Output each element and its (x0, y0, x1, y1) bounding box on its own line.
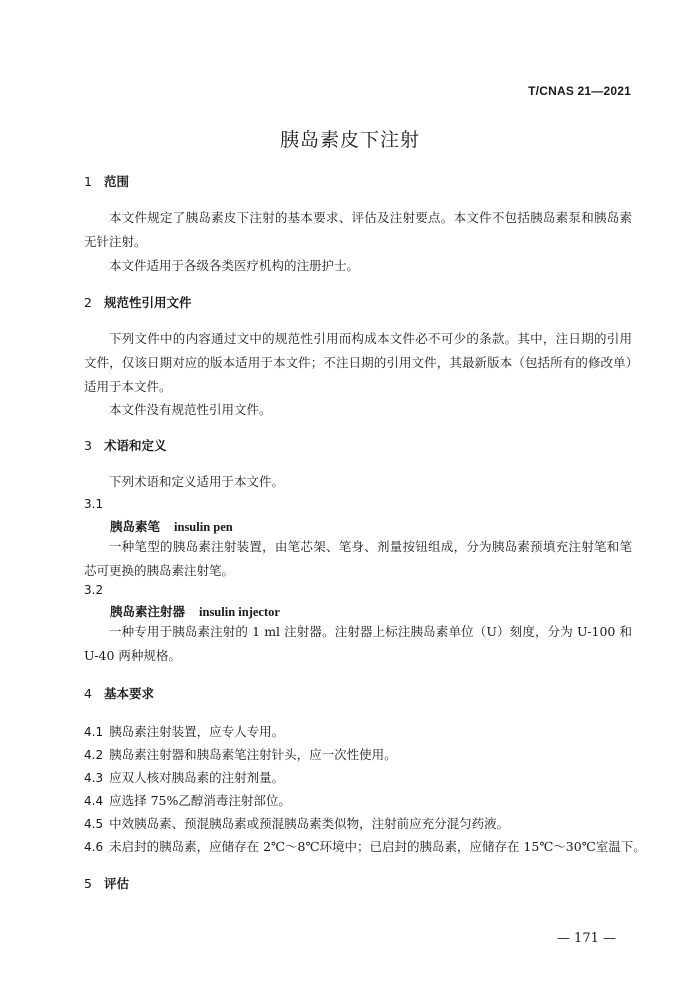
requirement-number: 4.1 (84, 725, 104, 739)
requirement-item (84, 837, 646, 855)
term-chinese: 胰岛素笔 (110, 519, 161, 534)
requirement-text: 胰岛素注射器和胰岛素笔注射针头，应一次性使用。 (109, 747, 397, 762)
section-title: 基本要求 (104, 686, 155, 701)
requirement-text: 未启封的胰岛素，应储存在 2℃～8℃环境中；已启封的胰岛素，应储存在 15℃～30℃室温下。 (109, 839, 646, 854)
section-title: 术语和定义 (104, 438, 167, 453)
section-number: 2 (84, 295, 92, 310)
references-paragraph-2: 本文件没有规范性引用文件。 (109, 402, 272, 417)
references-paragraph-1: 下列文件中的内容通过文中的规范性引用而构成本文件必不可少的条款。其中，注日期的引用文件，仅该日期对应的版本适用于本文件；不注日期的引用文件，其最新版本（包括所有的修改单）适用于本文件。 (84, 331, 632, 394)
term-english: insulin injector (199, 605, 280, 619)
section-title: 范围 (104, 174, 130, 189)
section-title: 规范性引用文件 (104, 295, 192, 310)
scope-paragraph-2: 本文件适用于各级各类医疗机构的注册护士。 (109, 258, 360, 273)
requirement-number: 4.4 (84, 794, 104, 808)
scope-paragraph-1: 本文件规定了胰岛素皮下注射的基本要求、评估及注射要点。本文件不包括胰岛素泵和胰岛素无针注射。 (84, 210, 632, 249)
term-english: insulin pen (174, 520, 233, 534)
requirement-item (84, 791, 291, 809)
term-definition-insulin-injector: 一种专用于胰岛素注射的 1 ml 注射器。注射器上标注胰岛素单位（U）刻度，分为 U-100 和 U-40 两种规格。 (84, 624, 632, 663)
requirement-number: 4.6 (84, 840, 104, 854)
terms-intro: 下列术语和定义适用于本文件。 (109, 474, 285, 489)
term-title-insulin-injector (110, 602, 280, 620)
standard-code: T/CNAS 21—2021 (528, 84, 631, 98)
term-chinese: 胰岛素注射器 (110, 604, 186, 619)
requirement-item (84, 745, 397, 763)
section-number: 1 (84, 174, 92, 189)
page-number: — 171 — (556, 931, 616, 946)
section-heading-scope (84, 172, 129, 190)
requirement-text: 应选择 75%乙醇消毒注射部位。 (109, 793, 291, 808)
term-definition-insulin-pen: 一种笔型的胰岛素注射装置，由笔芯架、笔身、剂量按钮组成，分为胰岛素预填充注射笔和笔芯可更换的胰岛素注射笔。 (84, 539, 632, 578)
requirement-number: 4.3 (84, 771, 104, 785)
section-number: 5 (84, 876, 92, 891)
section-heading-normative-references (84, 293, 192, 311)
requirement-text: 应双人核对胰岛素的注射剂量。 (109, 770, 285, 785)
section-heading-basic-requirements (84, 684, 154, 702)
section-title: 评估 (104, 876, 130, 891)
requirement-number: 4.2 (84, 748, 104, 762)
term-number: 3.1 (84, 497, 104, 511)
document-title: 胰岛素皮下注射 (279, 129, 420, 151)
term-number: 3.2 (84, 583, 104, 597)
section-number: 3 (84, 438, 92, 453)
requirement-item (84, 814, 509, 832)
requirement-text: 中效胰岛素、预混胰岛素或预混胰岛素类似物，注射前应充分混匀药液。 (109, 816, 510, 831)
requirement-item (84, 768, 284, 786)
requirement-text: 胰岛素注射装置，应专人专用。 (109, 724, 285, 739)
requirement-number: 4.5 (84, 817, 104, 831)
term-title-insulin-pen (110, 517, 233, 535)
section-number: 4 (84, 686, 92, 701)
section-heading-assessment (84, 874, 129, 892)
section-heading-terms (84, 436, 167, 454)
requirement-item (84, 722, 284, 740)
